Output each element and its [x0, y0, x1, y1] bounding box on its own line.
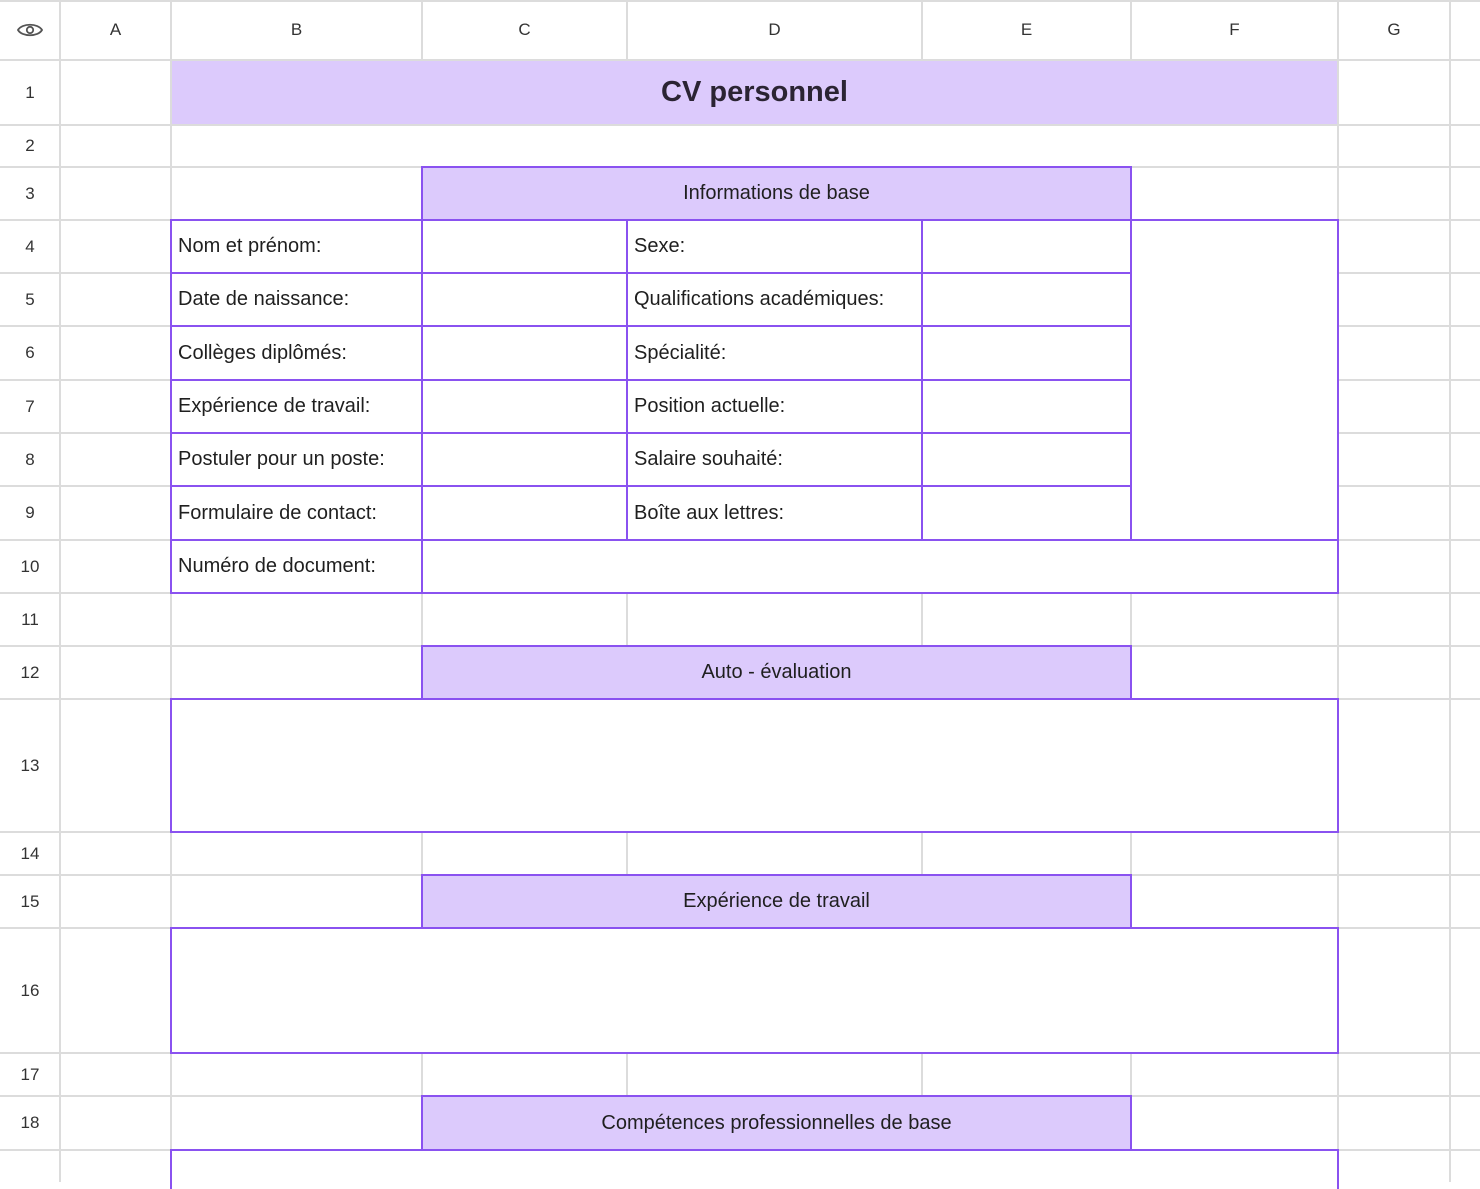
value-cell[interactable]: [921, 432, 1132, 487]
work-experience-box[interactable]: [170, 927, 1339, 1054]
grid-line: [1449, 0, 1451, 1182]
value-cell[interactable]: [421, 325, 628, 381]
section-header-basic-info[interactable]: Informations de base: [421, 166, 1132, 221]
row-header-8[interactable]: 8: [25, 449, 35, 469]
row-header-15[interactable]: 15: [20, 891, 40, 911]
photo-cell[interactable]: [1130, 219, 1339, 541]
row-header-1[interactable]: 1: [25, 82, 35, 102]
row-header-3[interactable]: 3: [25, 183, 35, 203]
value-cell[interactable]: [421, 272, 628, 327]
row-header-6[interactable]: 6: [25, 343, 35, 362]
row-header-9[interactable]: 9: [25, 503, 35, 522]
label-college[interactable]: Collèges diplômés:: [170, 325, 423, 381]
section-header-self-evaluation[interactable]: Auto - évaluation: [421, 645, 1132, 700]
column-header-b[interactable]: B: [290, 20, 303, 39]
eye-icon[interactable]: [17, 20, 43, 40]
value-cell[interactable]: [921, 379, 1132, 434]
label-sex[interactable]: Sexe:: [626, 219, 923, 274]
page-title[interactable]: CV personnel: [172, 61, 1337, 124]
blank-row-cell[interactable]: [172, 126, 1337, 166]
label-full-name[interactable]: Nom et prénom:: [170, 219, 423, 274]
column-header-e[interactable]: E: [1020, 20, 1033, 39]
label-mailbox[interactable]: Boîte aux lettres:: [626, 485, 923, 541]
value-cell[interactable]: [921, 325, 1132, 381]
value-cell[interactable]: [421, 219, 628, 274]
row-header-17[interactable]: 17: [20, 1064, 40, 1084]
column-header-d[interactable]: D: [768, 20, 781, 39]
row-header-14[interactable]: 14: [20, 843, 40, 863]
value-cell[interactable]: [421, 379, 628, 434]
row-header-7[interactable]: 7: [25, 396, 35, 416]
row-header-4[interactable]: 4: [25, 236, 35, 256]
label-contact[interactable]: Formulaire de contact:: [170, 485, 423, 541]
value-cell[interactable]: [921, 219, 1132, 274]
column-header-f[interactable]: F: [1229, 20, 1240, 39]
value-cell[interactable]: [421, 485, 628, 541]
value-cell[interactable]: [921, 485, 1132, 541]
row-header-13[interactable]: 13: [20, 755, 40, 775]
label-expected-salary[interactable]: Salaire souhaité:: [626, 432, 923, 487]
self-evaluation-box[interactable]: [170, 698, 1339, 833]
value-cell[interactable]: [921, 272, 1132, 327]
row-header-2[interactable]: 2: [25, 136, 35, 155]
document-number-value[interactable]: [421, 539, 1339, 594]
column-header-c[interactable]: C: [518, 20, 531, 39]
row-header-10[interactable]: 10: [20, 556, 40, 576]
label-specialty[interactable]: Spécialité:: [626, 325, 923, 381]
row-header-5[interactable]: 5: [25, 289, 35, 309]
value-cell[interactable]: [421, 432, 628, 487]
section-header-work-experience[interactable]: Expérience de travail: [421, 874, 1132, 929]
row-header-18[interactable]: 18: [20, 1113, 40, 1132]
label-current-position[interactable]: Position actuelle:: [626, 379, 923, 434]
label-birth-date[interactable]: Date de naissance:: [170, 272, 423, 327]
label-document-number[interactable]: Numéro de document:: [170, 539, 423, 594]
core-skills-box[interactable]: [170, 1149, 1339, 1189]
label-work-experience[interactable]: Expérience de travail:: [170, 379, 423, 434]
row-header-11[interactable]: 11: [21, 609, 39, 629]
row-header-16[interactable]: 16: [20, 980, 40, 1000]
column-header-g[interactable]: G: [1387, 20, 1401, 39]
row-header-12[interactable]: 12: [20, 662, 40, 682]
label-apply-position[interactable]: Postuler pour un poste:: [170, 432, 423, 487]
column-header-a[interactable]: A: [109, 20, 122, 39]
section-header-core-skills[interactable]: Compétences professionnelles de base: [421, 1095, 1132, 1151]
label-qualifications[interactable]: Qualifications académiques:: [626, 272, 923, 327]
